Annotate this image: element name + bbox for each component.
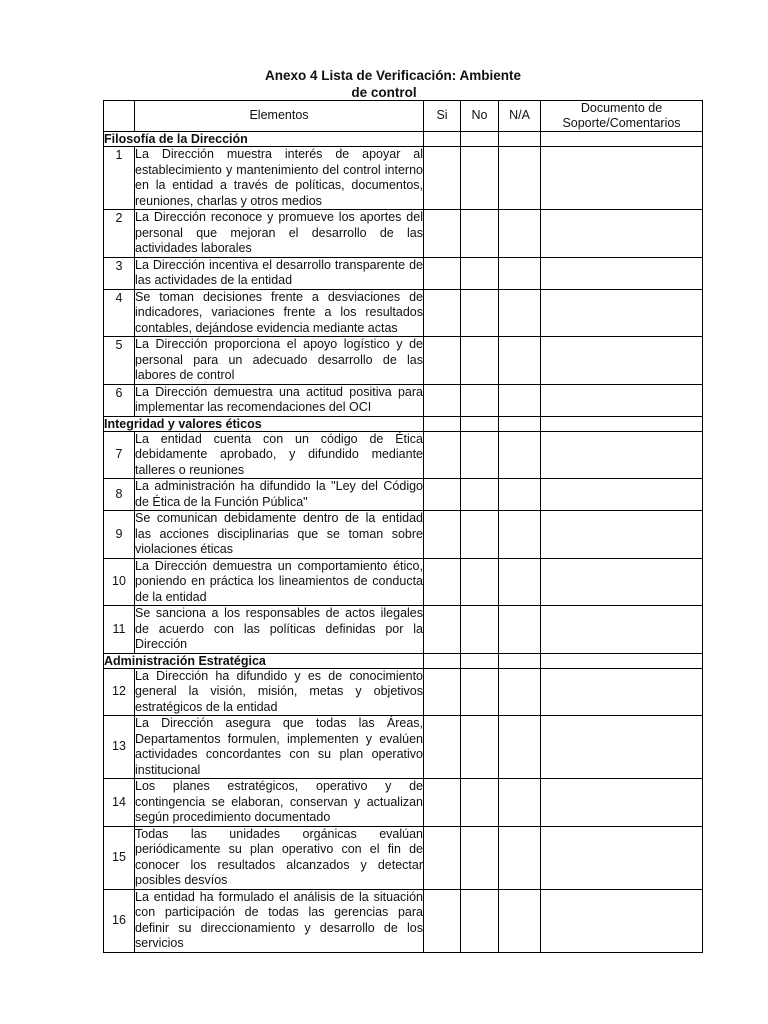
si-checkbox-cell[interactable] — [424, 889, 461, 952]
item-description: La entidad cuenta con un código de Ética debidamente aprobado, y difundido mediante talleres o reuniones — [135, 431, 423, 477]
checklist-row — [104, 889, 703, 952]
comment-cell[interactable] — [541, 337, 703, 385]
no-checkbox-cell[interactable] — [461, 257, 499, 289]
na-checkbox-cell[interactable] — [499, 210, 541, 258]
comment-cell[interactable] — [541, 558, 703, 606]
no-checkbox-cell[interactable] — [461, 289, 499, 337]
na-checkbox-cell[interactable] — [499, 779, 541, 827]
section-title: Filosofía de la Dirección — [104, 132, 424, 147]
comment-cell[interactable] — [541, 668, 703, 716]
na-checkbox-cell[interactable] — [499, 431, 541, 479]
item-description: Los planes estratégicos, operativo y de contingencia se elaboran, conservan y actualizan según procedimiento documentado — [135, 779, 423, 824]
item-description: La Dirección demuestra una actitud positiva para implementar las recomendaciones del OCI — [135, 384, 423, 414]
section-empty-cell — [424, 653, 461, 668]
header-na: N/A — [499, 101, 541, 132]
no-checkbox-cell[interactable] — [461, 210, 499, 258]
title-line-2: de control — [351, 85, 417, 100]
si-checkbox-cell[interactable] — [424, 511, 461, 559]
section-empty-cell — [541, 132, 703, 147]
section-title: Integridad y valores éticos — [104, 416, 424, 431]
na-checkbox-cell[interactable] — [499, 511, 541, 559]
no-checkbox-cell[interactable] — [461, 889, 499, 952]
item-description: La Dirección demuestra un comportamiento ético, poniendo en práctica los lineamientos de conducta de la entidad — [135, 558, 423, 604]
checklist-row — [104, 257, 703, 289]
section-empty-cell — [541, 416, 703, 431]
item-description: La Dirección proporciona el apoyo logístico y de personal para un adecuado desarrollo de las labores de control — [135, 337, 423, 382]
si-checkbox-cell[interactable] — [424, 606, 461, 654]
comment-cell[interactable] — [541, 606, 703, 654]
item-number: 11 — [104, 606, 135, 654]
na-checkbox-cell[interactable] — [499, 668, 541, 716]
comment-cell[interactable] — [541, 431, 703, 479]
na-checkbox-cell[interactable] — [499, 289, 541, 337]
no-checkbox-cell[interactable] — [461, 558, 499, 606]
item-number: 16 — [104, 889, 135, 952]
item-description: Se sanciona a los responsables de actos ilegales de acuerdo con las políticas definidas por la Dirección — [135, 606, 423, 651]
section-empty-cell — [461, 416, 499, 431]
na-checkbox-cell[interactable] — [499, 826, 541, 889]
header-no: No — [461, 101, 499, 132]
title-line-1: Anexo 4 Lista de Verificación: Ambiente — [264, 68, 522, 83]
comment-cell[interactable] — [541, 257, 703, 289]
na-checkbox-cell[interactable] — [499, 147, 541, 210]
header-si: Si — [424, 101, 461, 132]
na-checkbox-cell[interactable] — [499, 606, 541, 654]
item-description: La Dirección ha difundido y es de conocimiento general la visión, misión, metas y objetivos estratégicos de la entidad — [135, 668, 423, 714]
table-body — [104, 132, 703, 953]
na-checkbox-cell[interactable] — [499, 384, 541, 416]
item-description: La Dirección muestra interés de apoyar al establecimiento y mantenimiento del control interno en la entidad a través de políticas, documentos, reuniones, charlas y otros medios — [135, 147, 423, 208]
item-description: La entidad ha formulado el análisis de la situación con participación de todas las gerencias para definir su direccionamiento y desarrollo de los servicios — [135, 889, 423, 950]
section-empty-cell — [499, 653, 541, 668]
no-checkbox-cell[interactable] — [461, 431, 499, 479]
comment-cell[interactable] — [541, 779, 703, 827]
checklist-row — [104, 337, 703, 385]
checklist-row — [104, 479, 703, 511]
item-description: Se comunican debidamente dentro de la entidad las acciones disciplinarias que se toman sobre violaciones éticas — [135, 511, 423, 556]
si-checkbox-cell[interactable] — [424, 337, 461, 385]
na-checkbox-cell[interactable] — [499, 337, 541, 385]
item-description: Todas las unidades orgánicas evalúan periódicamente su plan operativo con el fin de conocer los resultados alcanzados y detectar posibles desvíos — [135, 826, 423, 887]
header-doc-line-1: Documento de — [580, 101, 663, 115]
comment-cell[interactable] — [541, 479, 703, 511]
comment-cell[interactable] — [541, 889, 703, 952]
item-number: 5 — [104, 337, 135, 385]
checklist-row — [104, 558, 703, 606]
comment-cell[interactable] — [541, 716, 703, 779]
comment-cell[interactable] — [541, 826, 703, 889]
checklist-row — [104, 668, 703, 716]
checklist-row — [104, 147, 703, 210]
na-checkbox-cell[interactable] — [499, 558, 541, 606]
item-number: 13 — [104, 716, 135, 779]
comment-cell[interactable] — [541, 511, 703, 559]
si-checkbox-cell[interactable] — [424, 384, 461, 416]
item-description: La Dirección incentiva el desarrollo transparente de las actividades de la entidad — [135, 257, 423, 287]
header-num — [104, 101, 135, 132]
checklist-row — [104, 210, 703, 258]
na-checkbox-cell[interactable] — [499, 889, 541, 952]
si-checkbox-cell[interactable] — [424, 147, 461, 210]
no-checkbox-cell[interactable] — [461, 384, 499, 416]
checklist-row — [104, 716, 703, 779]
comment-cell[interactable] — [541, 289, 703, 337]
item-number: 7 — [104, 431, 135, 479]
si-checkbox-cell[interactable] — [424, 668, 461, 716]
na-checkbox-cell[interactable] — [499, 257, 541, 289]
item-number: 1 — [104, 147, 135, 210]
na-checkbox-cell[interactable] — [499, 479, 541, 511]
checklist-table — [103, 100, 703, 953]
section-empty-cell — [461, 132, 499, 147]
section-empty-cell — [541, 653, 703, 668]
section-header-row — [104, 653, 703, 668]
item-number: 12 — [104, 668, 135, 716]
no-checkbox-cell[interactable] — [461, 668, 499, 716]
document-title — [0, 67, 768, 101]
checklist-row — [104, 606, 703, 654]
comment-cell[interactable] — [541, 210, 703, 258]
comment-cell[interactable] — [541, 147, 703, 210]
no-checkbox-cell[interactable] — [461, 479, 499, 511]
item-description: La Dirección reconoce y promueve los aportes del personal que mejoran el desarrollo de las actividades laborales — [135, 210, 423, 255]
section-empty-cell — [424, 416, 461, 431]
checklist-row — [104, 779, 703, 827]
si-checkbox-cell[interactable] — [424, 210, 461, 258]
si-checkbox-cell[interactable] — [424, 431, 461, 479]
no-checkbox-cell[interactable] — [461, 511, 499, 559]
si-checkbox-cell[interactable] — [424, 558, 461, 606]
na-checkbox-cell[interactable] — [499, 716, 541, 779]
item-number: 4 — [104, 289, 135, 337]
no-checkbox-cell[interactable] — [461, 606, 499, 654]
item-number: 10 — [104, 558, 135, 606]
section-empty-cell — [461, 653, 499, 668]
checklist-row — [104, 511, 703, 559]
si-checkbox-cell[interactable] — [424, 779, 461, 827]
si-checkbox-cell[interactable] — [424, 826, 461, 889]
item-number: 14 — [104, 779, 135, 827]
section-header-row — [104, 132, 703, 147]
no-checkbox-cell[interactable] — [461, 779, 499, 827]
item-number: 6 — [104, 384, 135, 416]
si-checkbox-cell[interactable] — [424, 479, 461, 511]
item-number: 15 — [104, 826, 135, 889]
item-number: 3 — [104, 257, 135, 289]
header-documento — [541, 101, 703, 132]
checklist-row — [104, 431, 703, 479]
si-checkbox-cell[interactable] — [424, 289, 461, 337]
checklist-row — [104, 384, 703, 416]
si-checkbox-cell[interactable] — [424, 257, 461, 289]
item-number: 8 — [104, 479, 135, 511]
no-checkbox-cell[interactable] — [461, 826, 499, 889]
section-title: Administración Estratégica — [104, 653, 424, 668]
section-header-row — [104, 416, 703, 431]
comment-cell[interactable] — [541, 384, 703, 416]
table-header — [104, 101, 703, 132]
checklist-row — [104, 826, 703, 889]
item-description: La administración ha difundido la "Ley del Código de Ética de la Función Pública" — [135, 479, 423, 509]
item-description: La Dirección asegura que todas las Áreas, Departamentos formulen, implementen y evalúen actividades concordantes con su plan operativo institucional — [135, 716, 423, 777]
header-doc-line-2: Soporte/Comentarios — [562, 116, 681, 130]
no-checkbox-cell[interactable] — [461, 337, 499, 385]
header-elementos: Elementos — [135, 101, 424, 132]
si-checkbox-cell[interactable] — [424, 716, 461, 779]
item-number: 9 — [104, 511, 135, 559]
section-empty-cell — [499, 132, 541, 147]
checklist-row — [104, 289, 703, 337]
no-checkbox-cell[interactable] — [461, 716, 499, 779]
section-empty-cell — [499, 416, 541, 431]
section-empty-cell — [424, 132, 461, 147]
item-number: 2 — [104, 210, 135, 258]
item-description: Se toman decisiones frente a desviaciones de indicadores, variaciones frente a los resultados contables, dejándose evidencia mediante actas — [135, 289, 423, 335]
no-checkbox-cell[interactable] — [461, 147, 499, 210]
